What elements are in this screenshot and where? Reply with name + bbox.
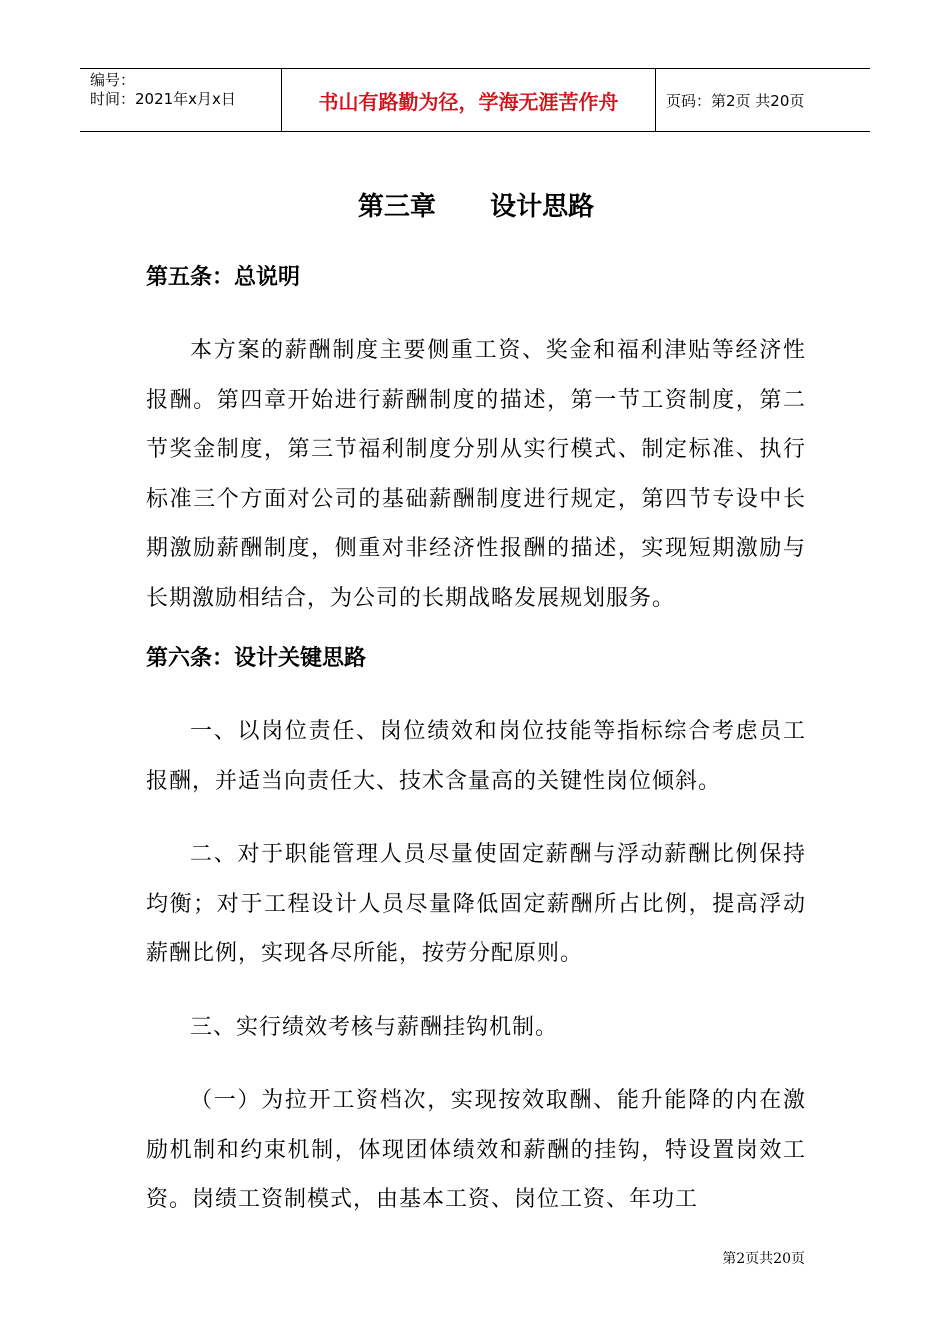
article-5-title: 第五条：总说明 — [146, 265, 301, 290]
article-5-paragraph: 本方案的薪酬制度主要侧重工资、奖金和福利津贴等经济性报酬。第四章开始进行薪酬制度的描述，第一节工资制度，第二节奖金制度，第三节福利制度分别从实行模式、制定标准、执行标准三个方面对公司的基础薪酬制度进行规定，第四节专设中长期激励薪酬制度，侧重对非经济性报酬的描述，实现短期激励与长期激励相结合，为公司的长期战略发展规划服务。 — [146, 338, 806, 611]
page-footer: 第2页共20页 — [722, 1251, 805, 1267]
article-6-paragraph-2: 二、对于职能管理人员尽量使固定薪酬与浮动薪酬比例保持均衡；对于工程设计人员尽量降低固定薪酬所占比例，提高浮动薪酬比例，实现各尽所能，按劳分配原则。 — [146, 842, 806, 966]
article-6-title: 第六条：设计关键思路 — [146, 646, 367, 671]
article-6-paragraph-1: 一、以岗位责任、岗位绩效和岗位技能等指标综合考虑员工报酬，并适当向责任大、技术含量高的关键性岗位倾斜。 — [146, 719, 806, 794]
document-number-label: 编号： — [90, 71, 136, 89]
document-date: 时间：2021年x月x日 — [90, 90, 236, 108]
chapter-title: 第三章 设计思路 — [357, 192, 595, 222]
document-body — [146, 180, 806, 1225]
header-motto: 书山有路勤为径，学海无涯苦作舟 — [282, 69, 656, 131]
header-page-info: 页码：第2页 共20页 — [666, 91, 805, 110]
article-6-paragraph-3: 三、实行绩效考核与薪酬挂钩机制。 — [190, 1014, 559, 1040]
article-6-paragraph-4: （一）为拉开工资档次，实现按效取酬、能升能降的内在激励机制和约束机制，体现团体绩效和薪酬的挂钩，特设置岗效工资。岗绩工资制模式，由基本工资、岗位工资、年功工 — [146, 1088, 806, 1212]
header-meta — [80, 69, 282, 131]
page-header — [80, 68, 870, 132]
